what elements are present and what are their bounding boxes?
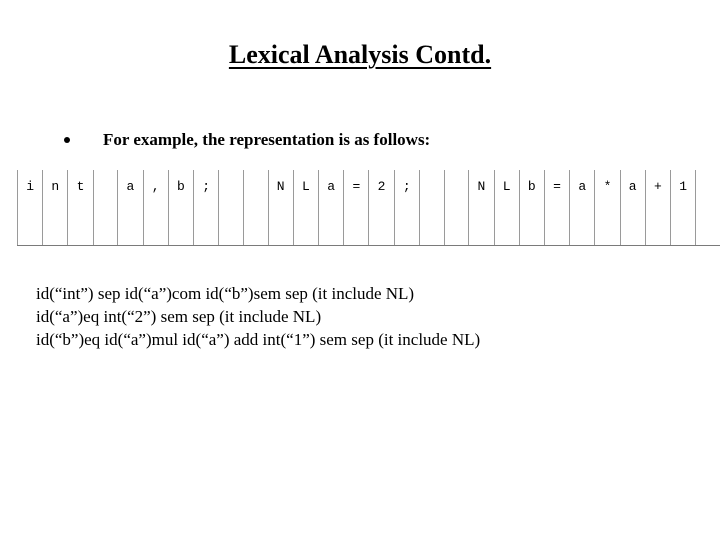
buffer-cell: a [118, 170, 143, 246]
token-list [36, 282, 480, 351]
buffer-cell: a [570, 170, 595, 246]
bullet-item [64, 130, 430, 150]
buffer-cell: 1 [671, 170, 696, 246]
buffer-cell: N [268, 170, 293, 246]
buffer-cell: N [469, 170, 494, 246]
buffer-cell: L [293, 170, 318, 246]
buffer-cell [93, 170, 118, 246]
bullet-text: For example, the representation is as follows: [103, 130, 431, 149]
buffer-cell: L [494, 170, 519, 246]
buffer-cell: ; [194, 170, 219, 246]
buffer-cell: , [143, 170, 168, 246]
token-line: id(“b”)eq id(“a”)mul id(“a”) add int(“1”) sem sep (it include NL) [36, 330, 481, 349]
buffer-cell: = [544, 170, 569, 246]
buffer-cell: * [595, 170, 620, 246]
token-line: id(“int”) sep id(“a”)com id(“b”)sem sep (it include NL) [36, 284, 415, 303]
buffer-cell: i [18, 170, 43, 246]
buffer-cell [419, 170, 444, 246]
buffer-cell [696, 170, 720, 246]
buffer-cell: + [645, 170, 670, 246]
buffer-cell [243, 170, 268, 246]
buffer-cell: a [620, 170, 645, 246]
buffer-cell: t [68, 170, 93, 246]
buffer-cell: 2 [369, 170, 394, 246]
buffer-cell [444, 170, 469, 246]
buffer-cell: = [344, 170, 369, 246]
character-buffer-row [18, 170, 720, 246]
buffer-cell: ; [394, 170, 419, 246]
buffer-cell: b [519, 170, 544, 246]
character-buffer-table [17, 170, 720, 246]
buffer-cell: b [168, 170, 193, 246]
token-line: id(“a”)eq int(“2”) sem sep (it include NL) [36, 307, 322, 326]
slide-title: Lexical Analysis Contd. [228, 40, 492, 69]
buffer-cell [219, 170, 244, 246]
buffer-cell: n [43, 170, 68, 246]
buffer-cell: a [319, 170, 344, 246]
bullet-dot-icon [64, 137, 70, 143]
